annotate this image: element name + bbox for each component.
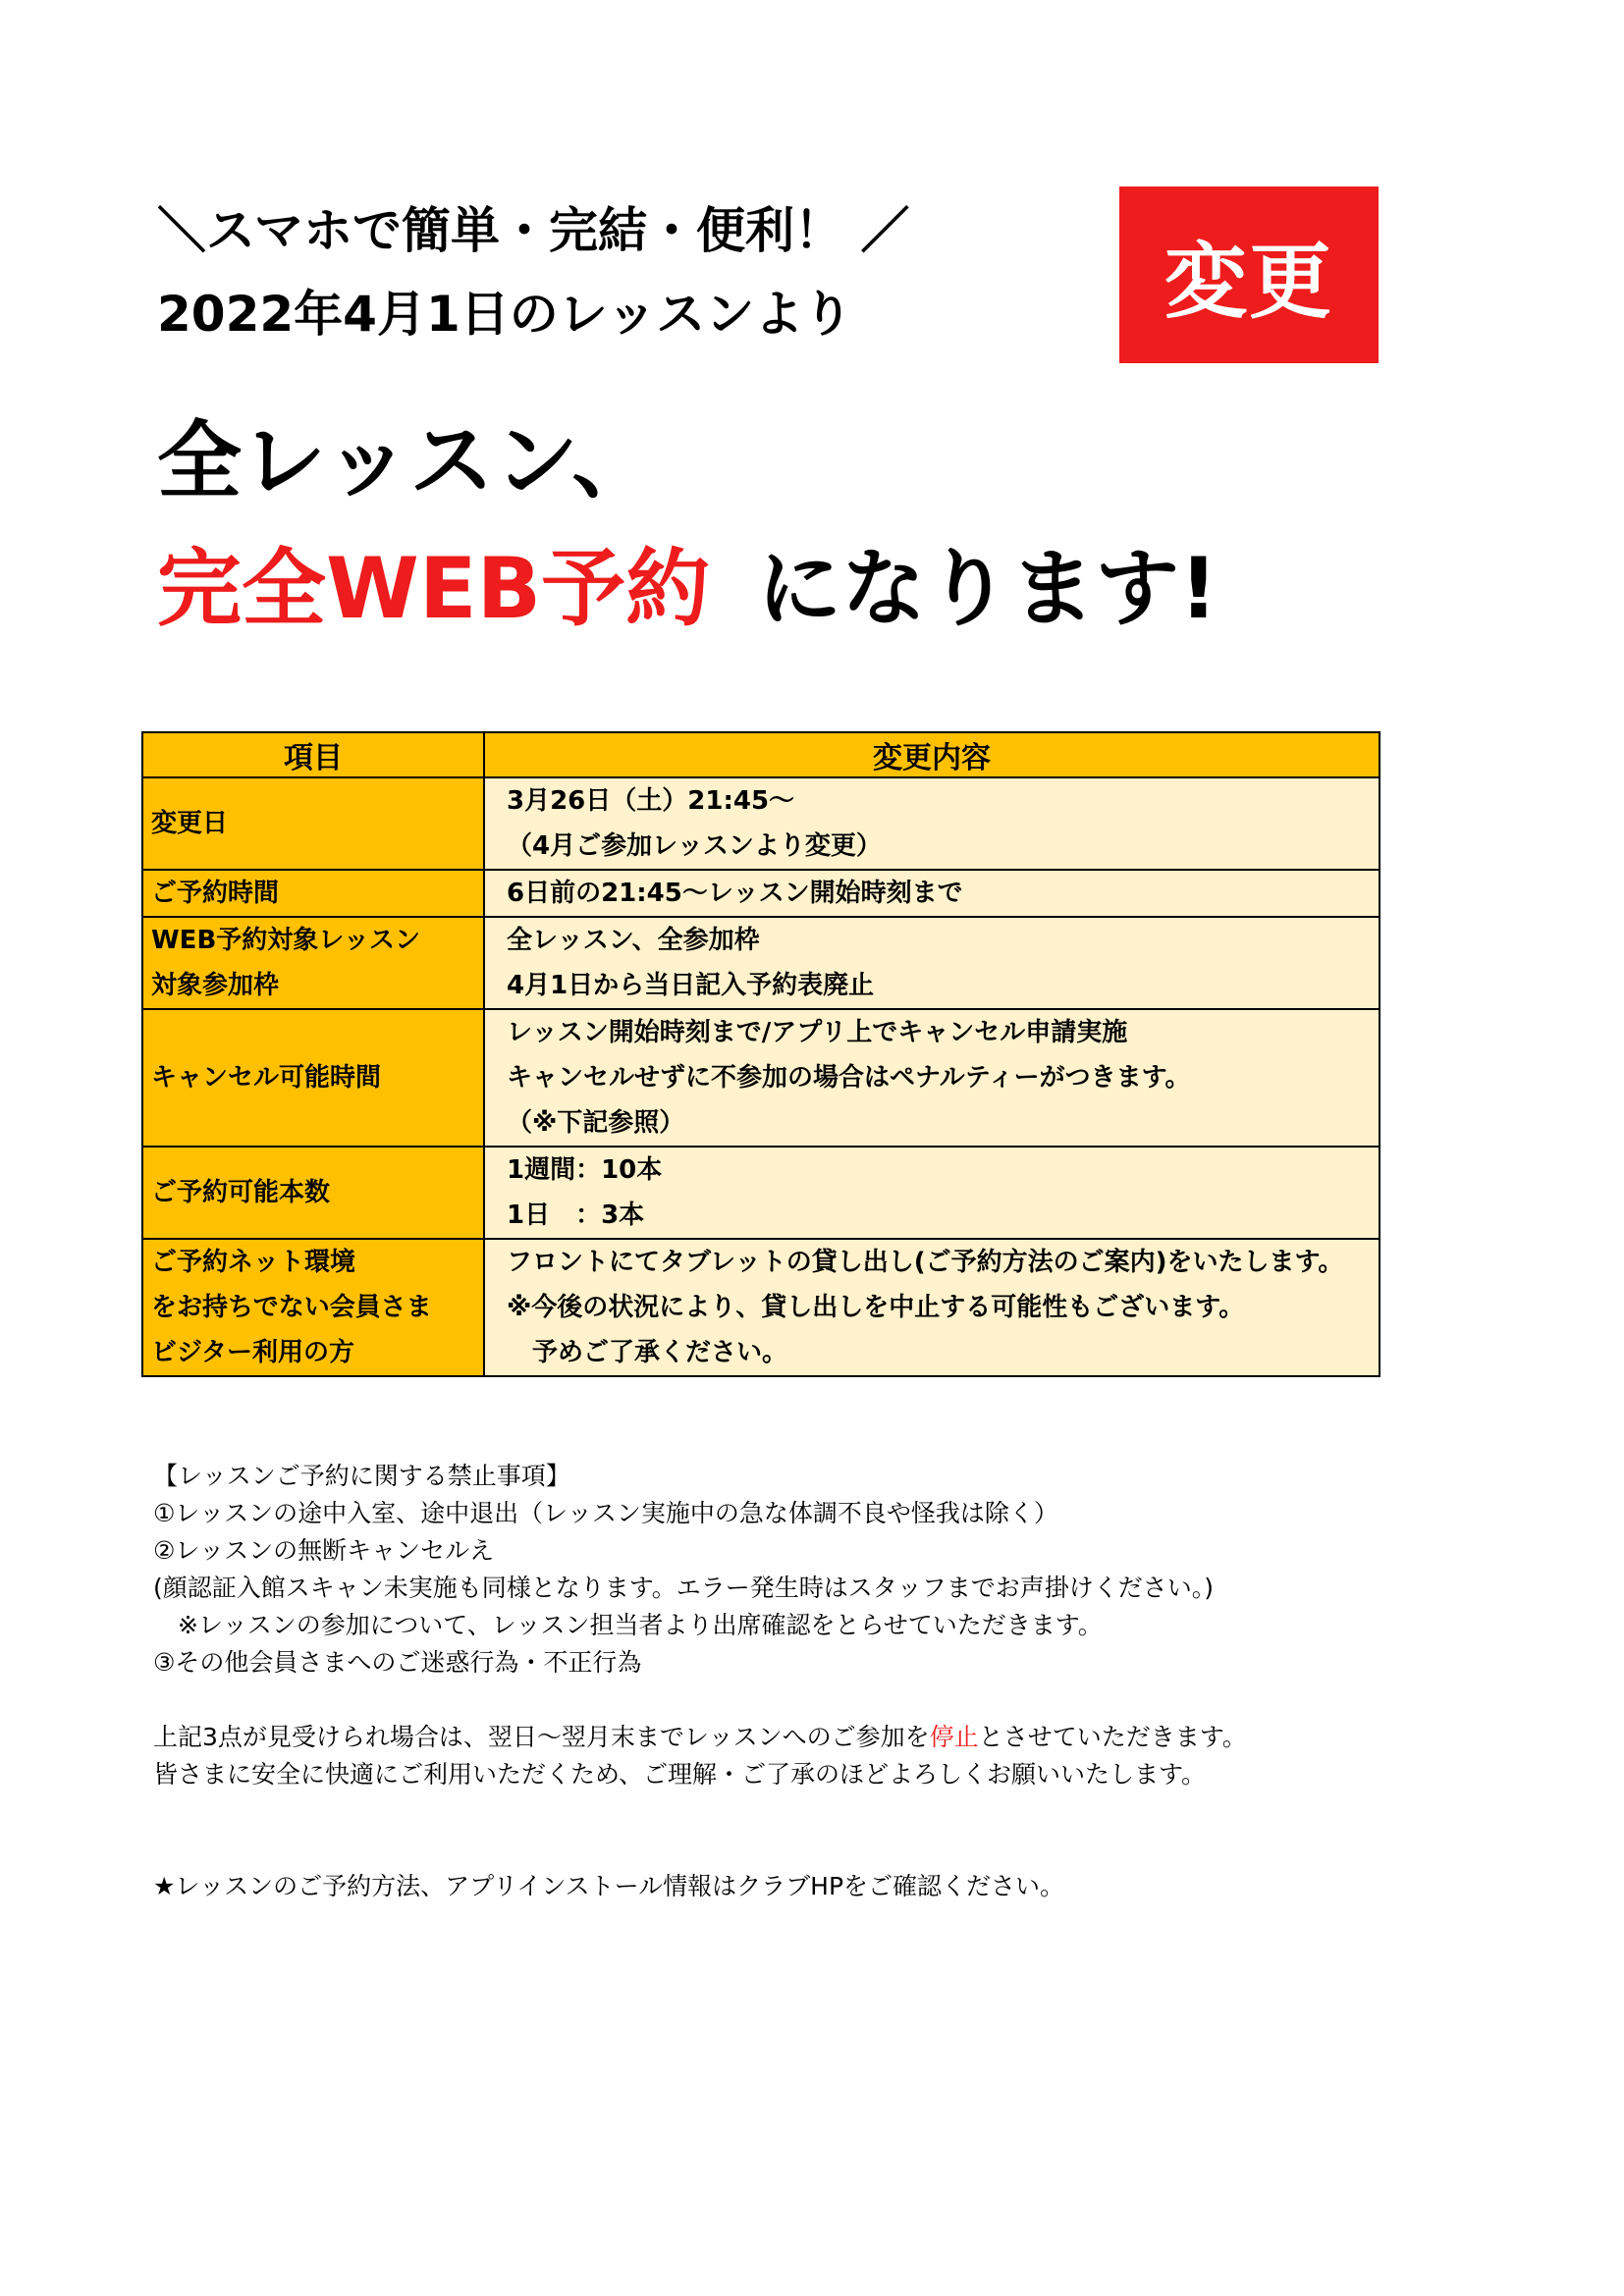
row-content: 3月26日（土）21:45～ （4月ご参加レッスンより変更） [484,777,1380,870]
header-item: 項目 [142,732,484,777]
row-content: 6日前の21:45～レッスン開始時刻まで [484,870,1380,917]
row-label: キャンセル可能時間 [142,1009,484,1147]
table-row [142,1239,1380,1376]
row-content: レッスン開始時刻まで/アプリ上でキャンセル申請実施 キャンセルせずに不参加の場合はペナルティーがつきます。 （※下記参照） [484,1009,1380,1147]
table-row [142,1147,1380,1239]
start-date-line: 2022年4月1日のレッスンより [157,286,853,343]
prohibited-item-2-note: (顔認証入館スキャン未実施も同様となります。エラー発生時はスタッフまでお声掛けください。) [153,1574,1215,1602]
table-header-row [142,732,1380,777]
notes-section [153,1458,1247,1905]
table-row [142,1009,1380,1147]
prohibited-item-3: ③その他会員さまへのご迷惑行為・不正行為 [153,1648,642,1677]
footer-note: ★レッスンのご予約方法、アプリインストール情報はクラブHPをご確認ください。 [153,1872,1065,1900]
row-content: 1週間：10本 1日 ：3本 [484,1147,1380,1239]
prohibited-item-1: ①レッスンの途中入室、途中退出（レッスン実施中の急な体調不良や怪我は除く） [153,1499,1058,1527]
row-label: ご予約ネット環境 をお持ちでない会員さま ビジター利用の方 [142,1239,484,1376]
change-details-table [141,731,1380,1377]
row-label: 変更日 [142,777,484,870]
headline-red-text: 完全WEB予約 [157,540,711,638]
prohibited-title: 【レッスンご予約に関する禁止事項】 [153,1462,570,1490]
prohibited-item-2: ②レッスンの無断キャンセルえ [153,1536,495,1565]
table-row [142,917,1380,1009]
table-row [142,777,1380,870]
row-content: フロントにてタブレットの貸し出し(ご予約方法のご案内)をいたします。 ※今後の状況により、貸し出しを中止する可能性もございます。 予めご了承ください。 [484,1239,1380,1376]
thanks-text: 皆さまに安全に快適にご利用いただくため、ご理解・ご了承のほどよろしくお願いいたします。 [153,1760,1207,1789]
prohibited-item-2-note: ※レッスンの参加について、レッスン担当者より出席確認をとらせていただきます。 [153,1611,1103,1639]
row-label: ご予約時間 [142,870,484,917]
headline-line2 [157,535,1218,643]
row-label: WEB予約対象レッスン 対象参加枠 [142,917,484,1009]
penalty-text: 上記3点が見受けられ場合は、翌日～翌月末までレッスンへのご参加を停止とさせていただきます。 [153,1723,1247,1751]
headline-black-text: になります! [757,540,1218,638]
row-label: ご予約可能本数 [142,1147,484,1239]
tagline: ＼スマホで簡単・完結・便利！ ／ [157,202,910,259]
row-content: 全レッスン、全参加枠 4月1日から当日記入予約表廃止 [484,917,1380,1009]
header-content: 変更内容 [484,732,1380,777]
table-row [142,870,1380,917]
change-badge: 変更 [1119,187,1379,363]
penalty-stop-word: 停止 [929,1723,979,1751]
headline-line1: 全レッスン、 [157,412,657,510]
